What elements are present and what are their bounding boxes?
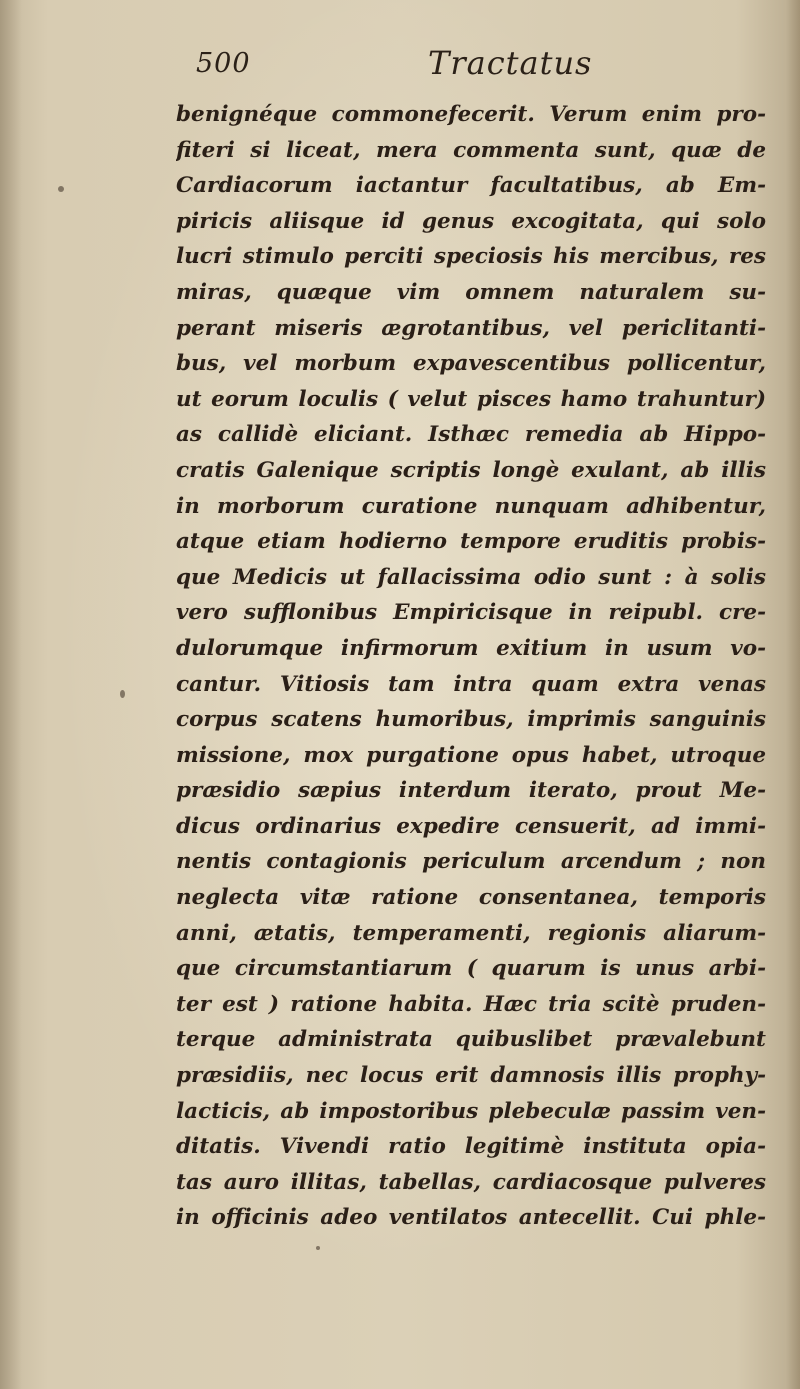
text-line: præsidiis, nec locus erit damnosis illis prophy- [176,1063,766,1089]
text-line: vero sufflonibus Empiricisque in reipubl. cre- [176,600,766,626]
text-line: Cardiacorum iactantur facultatibus, ab Em- [176,173,766,199]
text-line: que circumstantiarum ( quarum is unus arbi- [176,956,766,982]
text-line: ter est ) ratione habita. Hæc tria scitè pruden- [176,991,766,1017]
running-title: Tractatus [428,44,593,82]
text-line: cratis Galenique scriptis longè exulant, ab illis [176,457,766,483]
text-line: bus, vel morbum expavescentibus pollicentur, [176,351,766,377]
text-line: nentis contagionis periculum arcendum ; non [176,849,766,875]
page-gutter-shadow [0,0,22,1389]
text-line: in morborum curatione nunquam adhibentur, [176,493,766,519]
text-line: atque etiam hodierno tempore eruditis probis- [176,529,766,555]
text-line: corpus scatens humoribus, imprimis sanguinis [176,707,766,733]
text-line: lacticis, ab impostoribus plebeculæ passim ven- [176,1098,766,1124]
text-line: benignéque commonefecerit. Verum enim pro- [176,102,766,127]
text-line: cantur. Vitiosis tam intra quam extra venas [176,671,766,697]
text-line: lucri stimulo perciti speciosis his mercibus, res [176,244,766,270]
text-line: fiteri si liceat, mera commenta sunt, quæ de [176,137,766,163]
text-line: præsidio sæpius interdum iterato, prout Me- [176,778,766,804]
text-line: dulorumque infirmorum exitium in usum vo- [176,635,766,661]
text-line: missione, mox purgatione opus habet, utroque [176,742,766,768]
paper-spot [120,690,125,698]
text-line: in officinis adeo ventilatos antecellit. Cui phle- [176,1205,766,1231]
paper-spot [316,1246,320,1250]
text-line: miras, quæque vim omnem naturalem su- [176,279,766,305]
page-number: 500 [196,48,251,79]
text-line: terque administrata quibuslibet prævalebunt [176,1027,766,1053]
page-header [196,44,616,90]
text-line: piricis aliisque id genus excogitata, qui solo [176,208,766,234]
body-text [176,97,776,1236]
text-line: tas auro illitas, tabellas, cardiacosque pulveres [176,1169,766,1195]
text-line: ut eorum loculis ( velut pisces hamo trahuntur) [176,386,766,412]
paper-spot [58,186,64,192]
page-edge-shadow [786,0,800,1389]
text-line: ditatis. Vivendi ratio legitimè instituta opia- [176,1134,766,1160]
text-line: perant miseris ægrotantibus, vel periclitanti- [176,315,766,341]
text-line: neglecta vitæ ratione consentanea, temporis [176,885,766,911]
text-line: anni, ætatis, temperamenti, regionis aliarum- [176,920,766,946]
text-line: dicus ordinarius expedire censuerit, ad immi- [176,813,766,839]
text-line: que Medicis ut fallacissima odio sunt : à solis [176,564,766,590]
text-line: as callidè eliciant. Isthæc remedia ab Hippo- [176,422,766,448]
